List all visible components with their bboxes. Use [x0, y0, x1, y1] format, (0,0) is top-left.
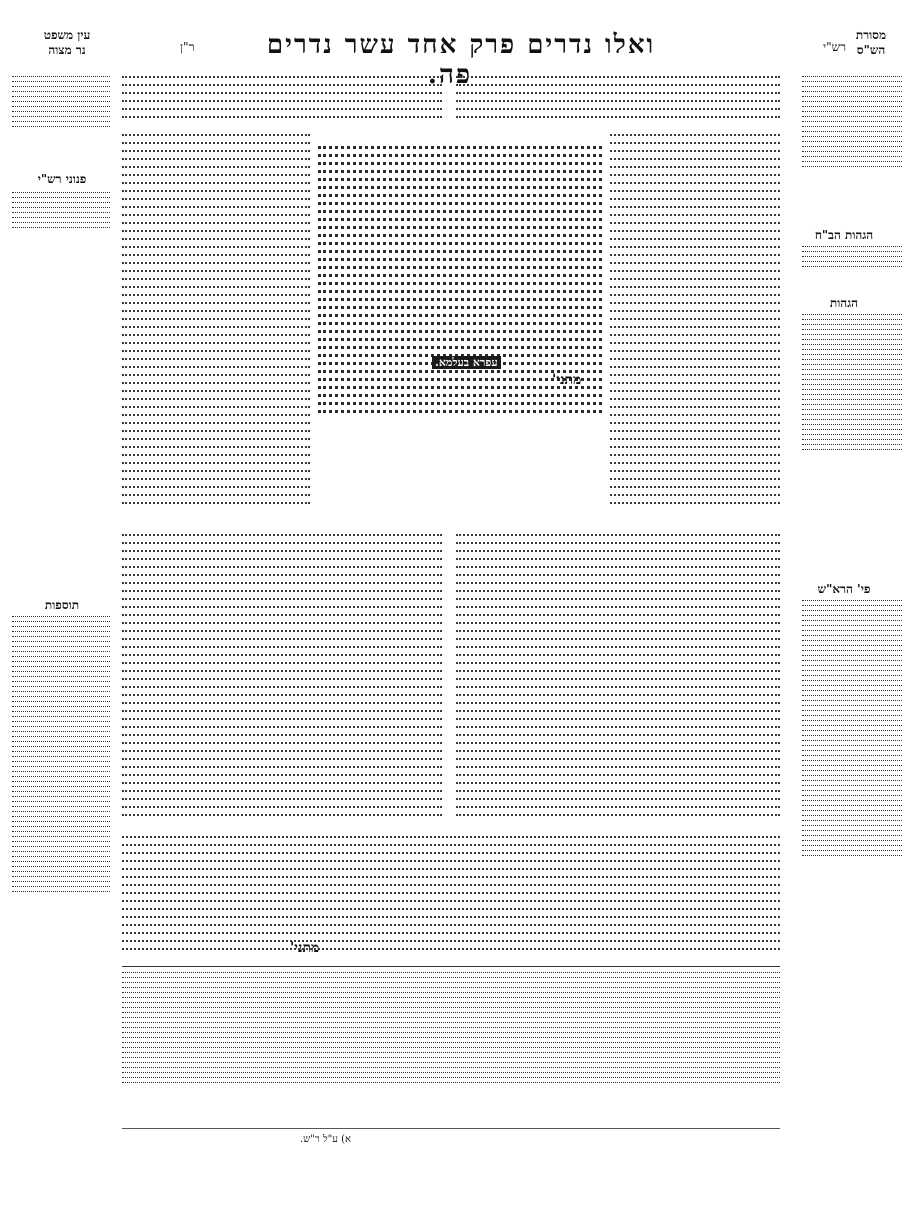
mesoret-line1: מסורת: [855, 28, 887, 42]
page-header: [43, 28, 887, 90]
footer-commentary: [122, 972, 780, 1102]
mishna-marker: מתני': [552, 372, 582, 388]
ran-commentary-bottom: [122, 836, 780, 960]
piskei-rashi-heading: פנוני רש"י: [37, 172, 87, 186]
ein-mishpat-line2: נר מצוה: [48, 43, 86, 57]
ran-commentary-top: [122, 76, 442, 132]
tosafot-column: [12, 616, 110, 1102]
rashi-commentary-right: [610, 134, 780, 528]
bottom-rule: [122, 1128, 780, 1129]
mishna-marker-lower: מתני': [290, 940, 320, 956]
ein-mishpat-line1: עין משפט: [43, 28, 91, 42]
page-footnote: א) ע"ל ר"ש.: [300, 1134, 351, 1145]
hagahot-heading: הגהות: [829, 296, 859, 310]
ran-label: ר"ן: [180, 40, 195, 54]
gemara-highlight-box: עפרא בעלמא.: [432, 356, 501, 369]
ran-commentary-left: [122, 134, 310, 528]
piskei-rashi-column: [12, 192, 110, 266]
divider-line: [122, 966, 780, 967]
ein-mishpat-column: [12, 76, 110, 166]
chapter-title: ואלו נדרים פרק אחד עשר נדרים: [266, 30, 656, 60]
ran-commentary-lower: [122, 534, 442, 832]
ein-mishpat-label: [32, 28, 102, 58]
rashi-commentary-top: [456, 76, 780, 132]
mesoret-label: [836, 28, 906, 58]
rashi-commentary-lower: [456, 534, 780, 832]
gemara-main-text: [318, 146, 602, 528]
hagahot-column: [802, 314, 902, 550]
pi-harosh-heading: פי' הרא"ש: [817, 582, 871, 596]
rashi-label: רש"י: [822, 40, 846, 54]
pi-harosh-column: [802, 600, 902, 1015]
mesoret-line2: הש"ס: [856, 43, 886, 57]
mesoret-hashas-column: [802, 76, 902, 224]
hagahot-habach-heading: הגהות הב"ח: [814, 228, 874, 242]
tosafot-heading: תוספות: [44, 598, 80, 612]
hagahot-habach-column: [802, 246, 902, 290]
folio-number: פה.: [427, 60, 473, 90]
